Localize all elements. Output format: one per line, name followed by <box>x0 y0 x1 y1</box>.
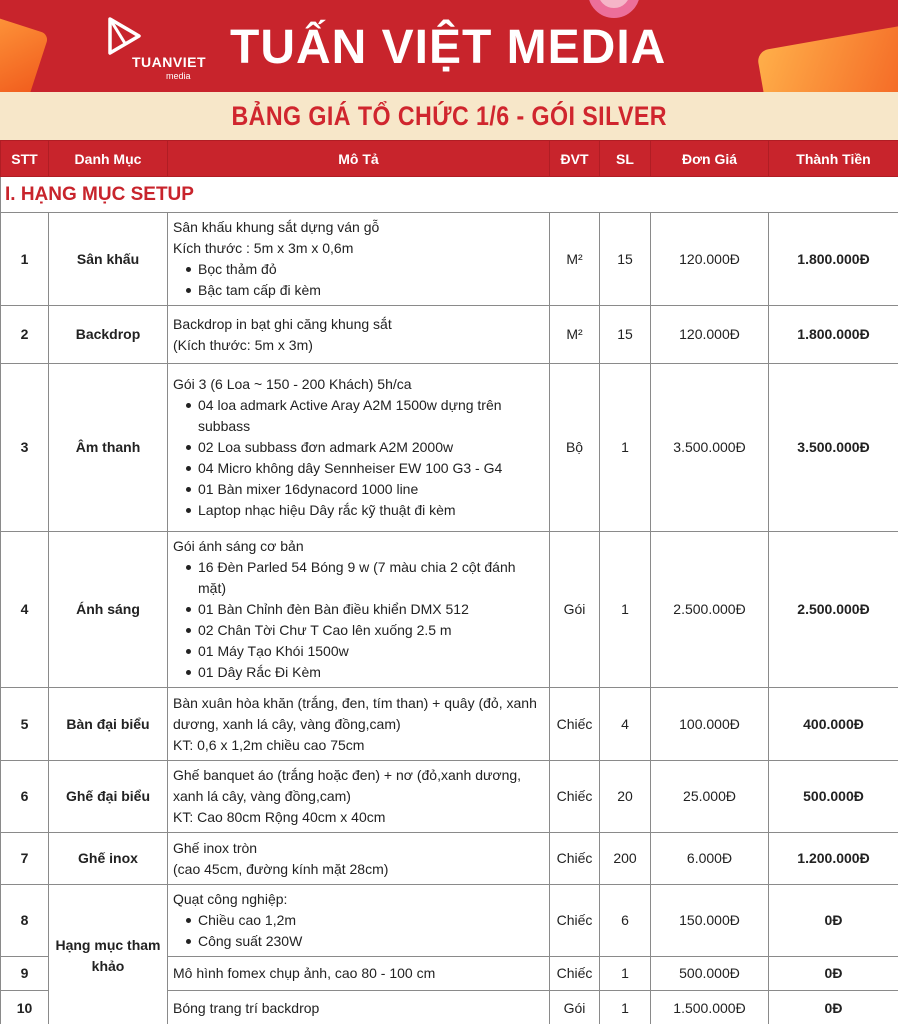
section-row <box>1 177 898 213</box>
row-category: Ghế đại biểu <box>49 761 168 833</box>
row-unit-price: 2.500.000Đ <box>651 532 769 688</box>
row-category: Backdrop <box>49 306 168 364</box>
row-total: 1.800.000Đ <box>769 213 898 306</box>
row-category: Sân khấu <box>49 213 168 306</box>
row-unit-price: 100.000Đ <box>651 688 769 761</box>
logo-play-icon <box>104 16 144 56</box>
brand-title: TUẤN VIỆT MEDIA <box>230 21 667 74</box>
desc-line: Quạt công nghiệp: <box>173 891 288 907</box>
header-category: Danh Mục <box>49 141 168 177</box>
desc-line: Gói ánh sáng cơ bản <box>173 538 304 554</box>
row-unit-price: 150.000Đ <box>651 885 769 957</box>
table-row <box>1 213 898 306</box>
row-stt: 8 <box>1 885 49 957</box>
row-stt: 10 <box>1 991 49 1024</box>
desc-line: Bàn xuân hòa khăn (trắng, đen, tím than) + quây (đỏ, xanh dương, xanh lá cây, vàng đồng,cam) <box>173 694 537 732</box>
row-unit: M² <box>550 306 600 364</box>
bullet-list <box>173 395 545 521</box>
row-total: 1.200.000Đ <box>769 833 898 885</box>
row-quantity: 15 <box>600 213 651 306</box>
row-unit: M² <box>550 213 600 306</box>
desc-line: Mô hình fomex chụp ảnh, cao 80 - 100 cm <box>173 965 436 981</box>
row-unit-price: 6.000Đ <box>651 833 769 885</box>
row-total: 1.800.000Đ <box>769 306 898 364</box>
row-quantity: 1 <box>600 532 651 688</box>
desc-line: Sân khấu khung sắt dựng ván gỗ <box>173 219 380 235</box>
row-stt: 6 <box>1 761 49 833</box>
row-description <box>168 991 550 1024</box>
row-quantity: 1 <box>600 957 651 991</box>
decorative-shape-right <box>756 22 898 92</box>
bullet-item: Công suất 230W <box>173 931 545 952</box>
row-category: Ghế inox <box>49 833 168 885</box>
row-category: Hạng mục tham khảo <box>49 885 168 1024</box>
row-description <box>168 213 550 306</box>
row-description <box>168 761 550 833</box>
desc-line: (Kích thước: 5m x 3m) <box>173 336 313 353</box>
row-quantity: 6 <box>600 885 651 957</box>
row-unit: Gói <box>550 532 600 688</box>
price-list-title: BẢNG GIÁ TỔ CHỨC 1/6 - GÓI SILVER <box>231 100 667 131</box>
table-row <box>1 306 898 364</box>
table-row <box>1 364 898 532</box>
bullet-item: 01 Dây Rắc Đi Kèm <box>173 662 545 683</box>
bullet-item: Laptop nhạc hiệu Dây rắc kỹ thuật đi kèm <box>173 500 545 521</box>
subtitle-band <box>0 92 898 140</box>
bullet-list <box>173 910 545 952</box>
bullet-item: 16 Đèn Parled 54 Bóng 9 w (7 màu chia 2 cột đánh mặt) <box>173 557 545 599</box>
header-banner <box>0 0 898 92</box>
row-total: 2.500.000Đ <box>769 532 898 688</box>
decorative-shape-left <box>0 13 49 92</box>
header-stt: STT <box>1 141 49 177</box>
row-stt: 4 <box>1 532 49 688</box>
bullet-item: 01 Bàn Chỉnh đèn Bàn điều khiển DMX 512 <box>173 599 545 620</box>
decorative-ring <box>588 0 640 18</box>
bullet-list <box>173 259 545 301</box>
bullet-item: 01 Máy Tạo Khói 1500w <box>173 641 545 662</box>
row-stt: 3 <box>1 364 49 532</box>
row-description <box>168 306 550 364</box>
bullet-item: Bọc thảm đỏ <box>173 259 545 280</box>
desc-line: Backdrop in bạt ghi căng khung sắt <box>173 315 392 332</box>
row-category: Âm thanh <box>49 364 168 532</box>
row-category: Bàn đại biểu <box>49 688 168 761</box>
row-stt: 2 <box>1 306 49 364</box>
header-description: Mô Tả <box>168 141 550 177</box>
row-quantity: 200 <box>600 833 651 885</box>
header-unit: ĐVT <box>550 141 600 177</box>
row-unit: Chiếc <box>550 885 600 957</box>
desc-line: KT: Cao 80cm Rộng 40cm x 40cm <box>173 809 386 825</box>
row-quantity: 4 <box>600 688 651 761</box>
desc-line: Bóng trang trí backdrop <box>173 1000 320 1016</box>
row-unit: Gói <box>550 991 600 1024</box>
row-description <box>168 957 550 991</box>
bullet-item: Chiều cao 1,2m <box>173 910 545 931</box>
row-unit: Chiếc <box>550 688 600 761</box>
header-quantity: SL <box>600 141 651 177</box>
bullet-list <box>173 557 545 683</box>
row-unit-price: 1.500.000Đ <box>651 991 769 1024</box>
row-unit: Chiếc <box>550 761 600 833</box>
row-description <box>168 833 550 885</box>
bullet-item: 01 Bàn mixer 16dynacord 1000 line <box>173 479 545 500</box>
desc-line: Ghế inox tròn <box>173 839 258 856</box>
row-stt: 5 <box>1 688 49 761</box>
row-stt: 1 <box>1 213 49 306</box>
row-total: 0Đ <box>769 885 898 957</box>
bullet-item: 02 Loa subbass đơn admark A2M 2000w <box>173 437 545 458</box>
table-header-row <box>1 141 898 177</box>
table-row <box>1 761 898 833</box>
table-row <box>1 885 898 957</box>
row-total: 3.500.000Đ <box>769 364 898 532</box>
logo-text: TUANVIET <box>132 54 206 70</box>
row-quantity: 1 <box>600 364 651 532</box>
row-unit-price: 120.000Đ <box>651 213 769 306</box>
desc-line: Gói 3 (6 Loa ~ 150 - 200 Khách) 5h/ca <box>173 376 412 392</box>
row-description <box>168 688 550 761</box>
row-total: 500.000Đ <box>769 761 898 833</box>
row-total: 0Đ <box>769 957 898 991</box>
bullet-item: 02 Chân Tời Chư T Cao lên xuống 2.5 m <box>173 620 545 641</box>
row-stt: 9 <box>1 957 49 991</box>
row-unit: Chiếc <box>550 957 600 991</box>
row-quantity: 15 <box>600 306 651 364</box>
desc-line: Ghế banquet áo (trắng hoặc đen) + nơ (đỏ,xanh dương, xanh lá cây, vàng đồng,cam) <box>173 767 522 804</box>
row-description <box>168 885 550 957</box>
bullet-item: 04 loa admark Active Aray A2M 1500w dựng trên subbass <box>173 395 545 437</box>
row-unit-price: 500.000Đ <box>651 957 769 991</box>
bullet-item: Bậc tam cấp đi kèm <box>173 280 545 301</box>
bullet-item: 04 Micro không dây Sennheiser EW 100 G3 - G4 <box>173 458 545 479</box>
row-total: 400.000Đ <box>769 688 898 761</box>
table-row <box>1 532 898 688</box>
table-row <box>1 688 898 761</box>
row-total: 0Đ <box>769 991 898 1024</box>
row-unit-price: 120.000Đ <box>651 306 769 364</box>
desc-line: Kích thước : 5m x 3m x 0,6m <box>173 240 354 256</box>
row-unit-price: 25.000Đ <box>651 761 769 833</box>
row-quantity: 20 <box>600 761 651 833</box>
row-description <box>168 532 550 688</box>
brand-logo <box>104 16 214 80</box>
desc-line: KT: 0,6 x 1,2m chiều cao 75cm <box>173 736 365 753</box>
price-table <box>0 140 898 1024</box>
row-description <box>168 364 550 532</box>
logo-subtext: media <box>166 71 191 81</box>
row-unit: Chiếc <box>550 833 600 885</box>
row-quantity: 1 <box>600 991 651 1024</box>
section-title: I. HẠNG MỤC SETUP <box>1 177 898 213</box>
row-unit-price: 3.500.000Đ <box>651 364 769 532</box>
header-unit-price: Đơn Giá <box>651 141 769 177</box>
desc-line: (cao 45cm, đường kính mặt 28cm) <box>173 860 389 877</box>
header-total: Thành Tiền <box>769 141 898 177</box>
row-category: Ánh sáng <box>49 532 168 688</box>
row-stt: 7 <box>1 833 49 885</box>
row-unit: Bộ <box>550 364 600 532</box>
table-row <box>1 833 898 885</box>
